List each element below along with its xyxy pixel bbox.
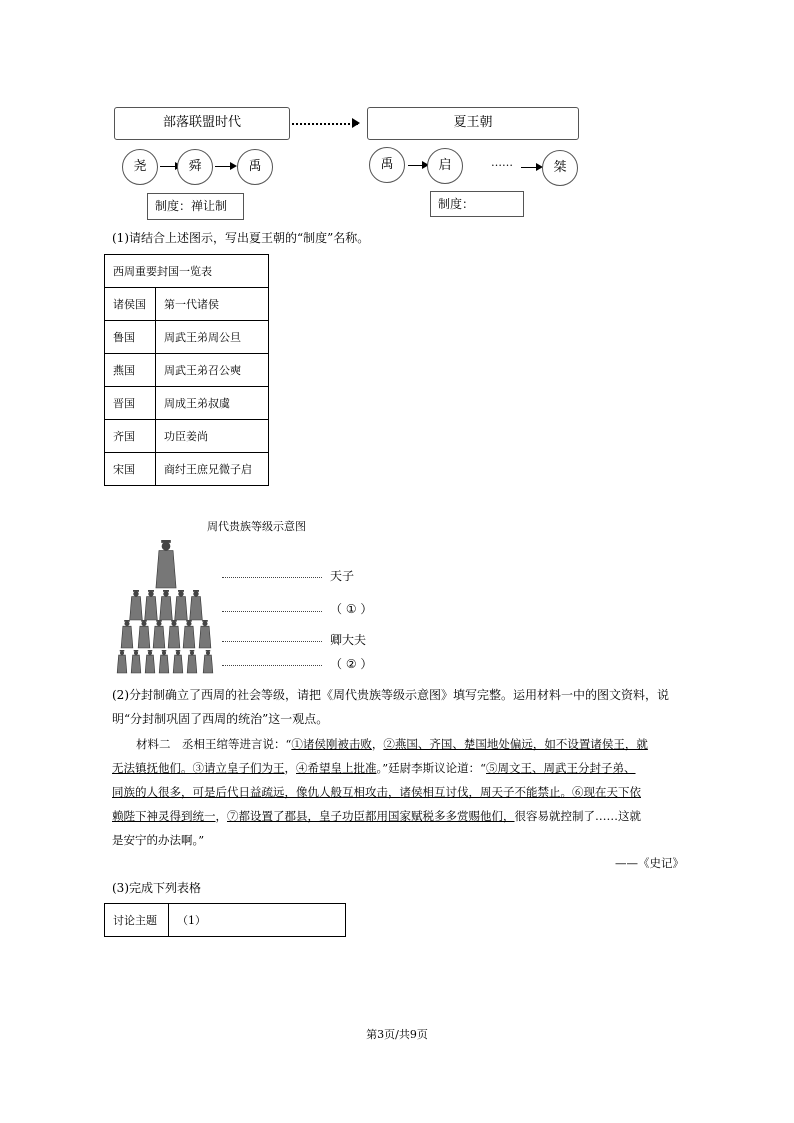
material-lead: 材料二 丞相王绾等进言说：“ (136, 737, 292, 751)
table-cell: 商纣王庶兄微子启 (156, 453, 269, 486)
sentence-1: ①诸侯刚被击败 (291, 737, 372, 751)
noble-figure-icon (190, 590, 203, 620)
question-2-line-2: 明“分封制巩固了西周的统治”这一观点。 (112, 712, 329, 726)
table-cell: 功臣姜尚 (156, 420, 269, 453)
noble-figure-icon (153, 620, 165, 648)
noble-figure-icon (145, 650, 155, 673)
question-2-line-1: (2)分封制确立了西周的社会等级，请把《周代贵族等级示意图》填写完整。运用材料一中的图文资料，说 (112, 688, 670, 702)
arrow-icon (408, 165, 427, 166)
page-footer: 第3页/共9页 (366, 1028, 428, 1041)
dotted-line (222, 665, 322, 666)
table-title: 西周重要封国一览表 (105, 255, 269, 288)
table-row (105, 354, 269, 387)
person-qi: 启 (427, 148, 463, 184)
material-tail-1: 很容易就控制了……这就 (514, 809, 641, 823)
table-cell: 宋国 (105, 453, 156, 486)
table-row (105, 387, 269, 420)
noble-figure-icon (117, 650, 127, 673)
sentence-2: ②燕国、齐国、楚国地处偏远，如不设置诸侯王，就 (383, 737, 648, 751)
table-cell: 周成王弟叔虞 (156, 387, 269, 420)
material-2-line-5 (112, 829, 690, 853)
arrow-icon (521, 167, 541, 168)
rank-label-blank-1: （ ① ） (330, 602, 373, 616)
person-yao: 尧 (122, 149, 158, 185)
noble-figure-icon (203, 650, 213, 673)
discussion-table (104, 903, 346, 937)
noble-figure-icon (159, 650, 169, 673)
sentence-5-cont: 同族的人很多，可是后代日益疏远，像仇人般互相攻击，诸侯相互讨伐，周天子不能禁止。 (112, 785, 572, 799)
sentence-3: ③请立皇子们为王 (192, 761, 285, 775)
table-row (105, 420, 269, 453)
table-row (105, 904, 346, 937)
noble-figure-icon (175, 590, 188, 620)
question-1: (1)请结合上述图示，写出夏王朝的“制度”名称。 (112, 231, 370, 245)
table-cell: 燕国 (105, 354, 156, 387)
dotted-line (222, 611, 322, 612)
noble-figure-icon (138, 620, 150, 648)
dotted-line (222, 577, 322, 578)
rank-label-blank-2: （ ② ） (330, 657, 373, 671)
material-2-line-1 (112, 733, 690, 757)
material-2-line-2 (112, 757, 690, 781)
person-yu: 禹 (237, 149, 273, 185)
table-header: 诸侯国 (105, 288, 156, 321)
question-3: (3)完成下列表格 (112, 881, 201, 895)
table-header: 第一代诸侯 (156, 288, 269, 321)
person-jie: 桀 (542, 150, 578, 186)
pyramid-title: 周代贵族等级示意图 (207, 520, 306, 533)
sentence-7: ⑦都设置了郡县，皇子功臣都用国家赋税多多赏赐他们， (227, 809, 515, 823)
feudal-states-table (104, 254, 269, 486)
table-row (105, 453, 269, 486)
material-tail-2: 是安宁的办法啊。” (112, 833, 205, 847)
noble-figure-icon (199, 620, 211, 648)
table-cell: 齐国 (105, 420, 156, 453)
noble-figure-icon (183, 620, 195, 648)
sentence-5: ⑤周文王、周武王分封子弟、 (486, 761, 636, 775)
table-row (105, 255, 269, 288)
table-cell: 周武王弟周公旦 (156, 321, 269, 354)
noble-figure-icon (130, 590, 143, 620)
arrow-icon (215, 166, 235, 167)
dotted-line (222, 641, 322, 642)
material-2-line-4 (112, 805, 690, 829)
tribal-alliance-box: 部落联盟时代 (114, 107, 290, 140)
material-mid: 。”廷尉李斯议论道：“ (376, 761, 487, 775)
table-cell: 周武王弟召公奭 (156, 354, 269, 387)
sentence-6: ⑥现在天下依 (572, 785, 641, 799)
rank-label-tianzi: 天子 (330, 569, 355, 583)
table-cell: 鲁国 (105, 321, 156, 354)
comma: ， (284, 761, 296, 775)
discussion-label: 讨论主题 (105, 904, 169, 937)
noble-figure-icon (160, 590, 173, 620)
material-2-line-3 (112, 781, 690, 805)
ellipsis: …… (491, 156, 513, 169)
noble-figure-icon (145, 590, 158, 620)
dotted-arrow (292, 123, 358, 125)
sentence-6-cont: 赖陛下神灵得到统一 (112, 809, 216, 823)
material-source: ——《史记》 (615, 856, 684, 870)
left-system-box: 制度：禅让制 (147, 193, 244, 220)
noble-figure-icon (168, 620, 180, 648)
noble-figure-icon (131, 650, 141, 673)
sentence-4: ④希望皇上批准 (296, 761, 377, 775)
table-cell: 晋国 (105, 387, 156, 420)
comma: ， (371, 737, 384, 751)
noble-figure-icon (187, 650, 197, 673)
person-shun: 舜 (177, 149, 213, 185)
sentence-2-cont: 无法镇抚他们。 (112, 761, 193, 775)
comma: ， (215, 809, 227, 823)
person-yu-xia: 禹 (369, 147, 405, 183)
right-system-box: 制度： (430, 191, 524, 217)
discussion-cell[interactable]: （1） (169, 904, 346, 937)
xia-dynasty-box: 夏王朝 (367, 107, 579, 140)
noble-figure-icon (173, 650, 183, 673)
rank-label-qingdafu: 卿大夫 (330, 633, 367, 647)
noble-figure-icon (156, 540, 176, 588)
table-row (105, 288, 269, 321)
dotted-arrow-head (352, 118, 360, 128)
noble-hierarchy-figures (112, 538, 222, 674)
noble-figure-icon (121, 620, 133, 648)
table-row (105, 321, 269, 354)
